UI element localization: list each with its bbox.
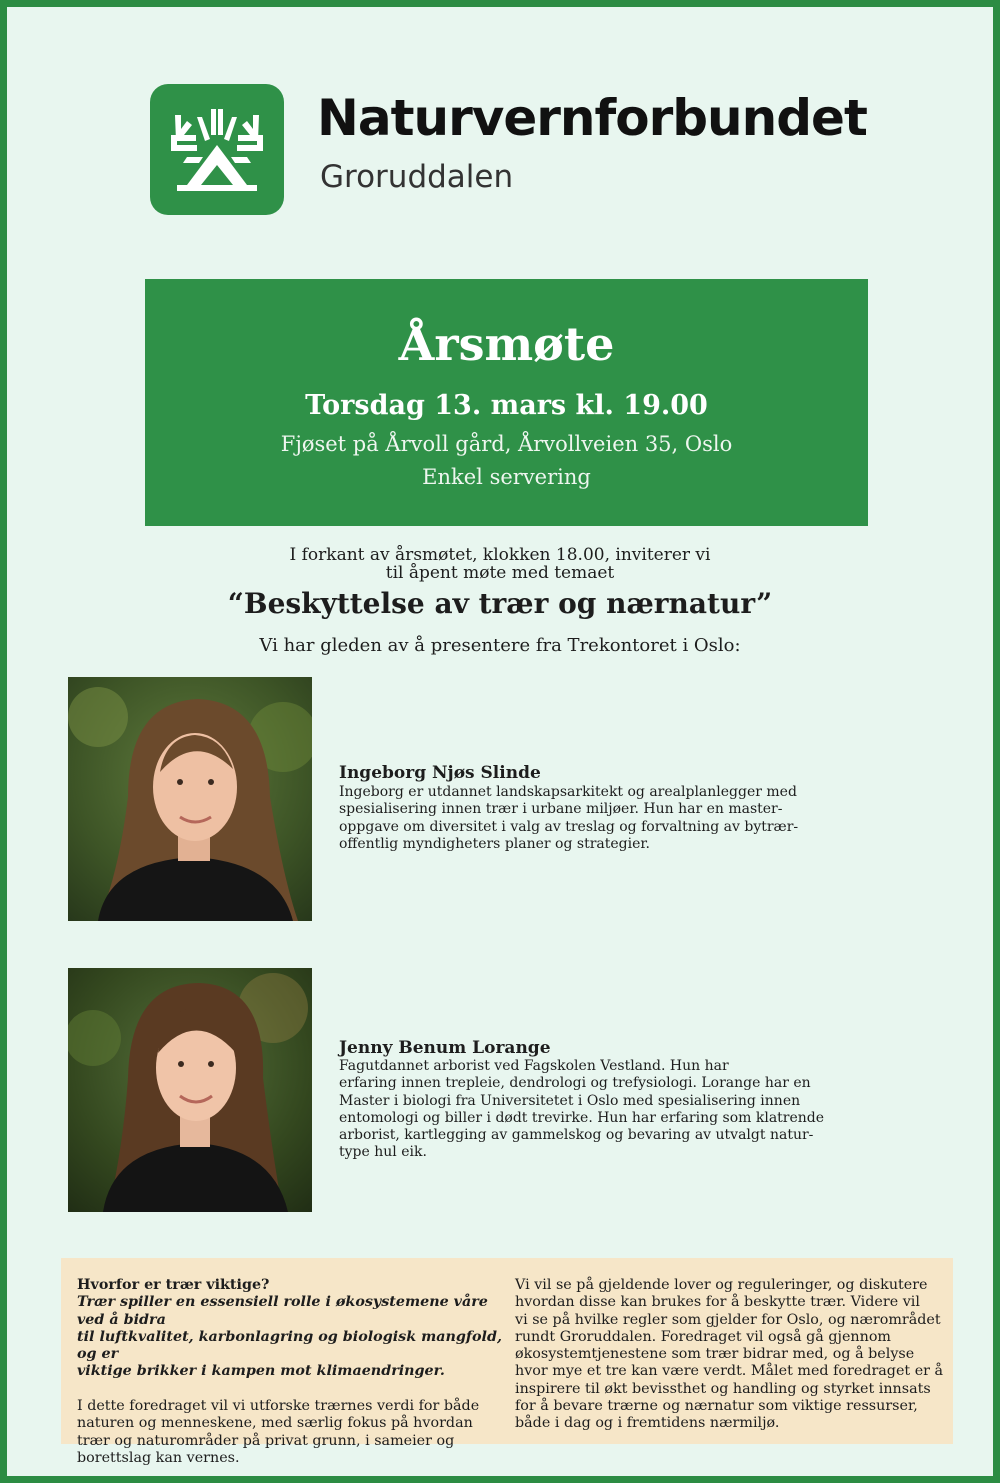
org-subtitle: Groruddalen — [320, 159, 514, 195]
event-date: Torsdag 13. mars kl. 19.00 — [305, 390, 708, 421]
intro-line-2: til åpent møte med temaet — [385, 563, 615, 583]
event-food: Enkel servering — [422, 465, 591, 489]
event-place: Fjøset på Årvoll gård, Årvollveien 35, Oslo — [280, 432, 733, 456]
info-text-line: for å bevare trærne og nærnatur som viktige ressurser, — [515, 1398, 918, 1415]
info-lead-line: viktige brikker i kampen mot klimaendringer. — [77, 1363, 445, 1380]
info-heading: Hvorfor er trær viktige? — [77, 1277, 270, 1293]
intro-line-1: I forkant av årsmøtet, klokken 18.00, inviterer vi — [289, 545, 711, 565]
speaker-bio — [339, 1058, 839, 1162]
info-text-line: inspirere til økt bevissthet og handling og styrket innsats — [515, 1380, 931, 1397]
bio-line: Fagutdannet arborist ved Fagskolen Vestland. Hun har — [339, 1058, 729, 1074]
bio-line: erfaring innen trepleie, dendrologi og trefysiologi. Lorange har en — [339, 1075, 811, 1092]
speaker-photo-jenny — [68, 968, 312, 1212]
event-banner — [145, 279, 868, 526]
info-text-line: vi se på hvilke regler som gjelder for Oslo, og nærområdet — [515, 1311, 941, 1328]
speaker-bio — [339, 784, 839, 853]
info-right-column — [515, 1277, 947, 1433]
speaker-photo-ingeborg — [68, 677, 312, 921]
tree-logo-icon — [150, 84, 284, 215]
info-text-line: I dette foredraget vil vi utforske trærnes verdi for både — [77, 1398, 480, 1415]
info-text-line: rundt Groruddalen. Foredraget vil også gå gjennom — [515, 1328, 891, 1345]
info-lead-line: Trær spiller en essensiell rolle i økosystemene våre ved å bidra — [77, 1294, 488, 1328]
bio-line: offentlig myndigheters planer og strategier. — [339, 835, 650, 852]
info-text-line: naturen og menneskene, med særlig fokus på hvordan — [77, 1415, 473, 1432]
presenter-intro: Vi har gleden av å presentere fra Trekontoret i Oslo: — [259, 635, 741, 656]
speaker-name: Ingeborg Njøs Slinde — [339, 763, 541, 783]
speaker-name: Jenny Benum Lorange — [339, 1038, 551, 1058]
info-text-line: Vi vil se på gjeldende lover og reguleringer, og diskutere — [515, 1277, 928, 1293]
bio-line: Ingeborg er utdannet landskapsarkitekt og arealplanlegger med — [339, 784, 797, 800]
meeting-theme: “Beskyttelse av trær og nærnatur” — [227, 587, 773, 620]
info-text-line: borettslag kan vernes. — [77, 1449, 240, 1466]
org-name: Naturvernforbundet — [317, 89, 867, 147]
info-text-line: hvordan disse kan brukes for å beskytte trær. Videre vil — [515, 1294, 920, 1311]
bio-line: type hul eik. — [339, 1144, 427, 1161]
bio-line: entomologi og biller i dødt trevirke. Hun har erfaring som klatrende — [339, 1109, 825, 1126]
bio-line: Master i biologi fra Universitetet i Oslo med spesialisering innen — [339, 1092, 801, 1109]
info-text-line: trær og naturområder på privat grunn, i sameier og — [77, 1432, 455, 1449]
info-text-line: økosystemtjenestene som trær bidrar med, og å belyse — [515, 1346, 915, 1363]
info-lead-line: til luftkvalitet, karbonlagring og biologisk mangfold, og er — [77, 1328, 502, 1363]
event-title: Årsmøte — [398, 317, 615, 371]
bio-line: spesialisering innen trær i urbane miljøer. Hun har en master- — [339, 801, 783, 818]
bio-line: oppgave om diversitet i valg av treslag og forvaltning av bytrær- — [339, 818, 799, 835]
info-text-line: hvor mye et tre kan være verdt. Målet med foredraget er å — [515, 1363, 944, 1380]
info-left-column — [77, 1277, 507, 1467]
bio-line: arborist, kartlegging av gammelskog og bevaring av utvalgt natur- — [339, 1127, 814, 1144]
info-text-line: både i dag og i fremtidens nærmiljø. — [515, 1415, 780, 1432]
info-box — [61, 1258, 953, 1466]
